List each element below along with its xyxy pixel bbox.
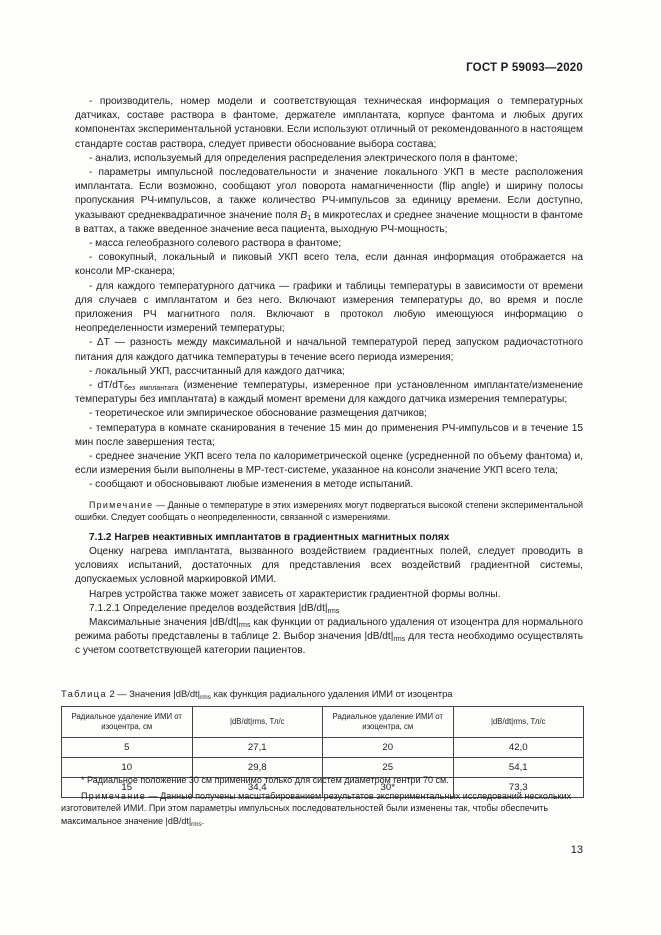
paragraph: - совокупный, локальный и пиковый УКП всего тела, если данная информация отображается на консоли МР-сканера; xyxy=(75,252,583,278)
table-cell: 20 xyxy=(323,738,454,758)
table-footnotes xyxy=(61,774,584,827)
table-row xyxy=(62,738,584,758)
paragraph: - для каждого температурного датчика — графики и таблицы температуры в зависимости от времени для случаев с имплантатом и без него. Включают измерения температуры до, во время и после приложения РЧ магнитного поля. Включают в протокол любую имеющуюся информацию о неопределенности измерений температуры; xyxy=(75,280,583,335)
table-cell: 54,1 xyxy=(453,758,584,778)
paragraph: Нагрев устройства также может зависеть от характеристик градиентной формы волны. xyxy=(89,588,501,600)
table-note: Примечание — Данные получены масштабированием результатов экспериментальных исследований нескольких изготовителей ИМИ. При этом параметры импульсных последовательностей были изменены так, чтобы обеспечить максимальное значение $|dB/dt|_{rms}$. xyxy=(61,791,572,828)
standard-header: ГОСТ Р 59093—2020 xyxy=(466,62,583,74)
table-cell: 5 xyxy=(62,738,193,758)
paragraph: Оценку нагрева имплантата, вызванного воздействием градиентных полей, следует проводить в условиях испытаний, достаточных для представления всех воздействий градиентной системы, допускаемых условной маркировкой ИМИ. xyxy=(75,545,583,586)
table-cell: 30* xyxy=(323,778,454,798)
header-cell: Радиальное удаление ИМИ от изоцентра, см xyxy=(323,707,454,738)
footnote: * Радиальное положение 30 см применимо только для систем диаметром гентри 70 см. xyxy=(81,775,449,785)
table-header-row xyxy=(62,707,584,738)
header-cell: Радиальное удаление ИМИ от изоцентра, см xyxy=(62,707,193,738)
table-caption: Таблица 2 — Значения $|dB/dt|_{rms}$ как функция радиального удаления ИМИ от изоцентра xyxy=(61,688,453,701)
paragraph: - сообщают и обосновывают любые изменения в методе испытаний. xyxy=(89,479,414,491)
table-cell: 73,3 xyxy=(453,778,584,798)
table-cell: 42,0 xyxy=(453,738,584,758)
paragraph: - ΔT — разность между максимальной и начальной температурой перед запуском радиочастотного питания для каждого датчика температуры в течение всего периода измерения; xyxy=(75,337,583,363)
header-cell: |dB/dt|rms, Тл/с xyxy=(192,707,323,738)
subsection-heading: 7.1.2.1 Определение пределов воздействия $|dB/dt|_{rms}$ xyxy=(89,602,340,615)
paragraph: - производитель, номер модели и соответствующая техническая информация о температурных датчиках, составе раствора в фантоме, держателе имплантата, корпусе фантома и любых других компонентах экспериментальной установки. Если используют отличный от рекомендованного в настоящем стандарте состав раствора, следует привести обоснование выбора состава; xyxy=(75,96,583,150)
paragraph: - температура в комнате сканирования в течение 15 мин до применения РЧ-импульсов и в течение 15 мин после завершения теста; xyxy=(75,422,583,448)
table-cell: 15 xyxy=(62,778,193,798)
paragraph: - анализ, используемый для определения распределения электрического поля в фантоме; xyxy=(89,152,518,164)
main-text xyxy=(75,95,583,659)
table-cell: 25 xyxy=(323,758,454,778)
table-cell: 34,4 xyxy=(192,778,323,798)
paragraph: Максимальные значения $|dB/dt|_{rms}$ как функции от радиального удаления от изоцентра для нормального режима работы представлены в таблице 2. Выбор значения $|dB/dt|_{rms}$ для теста необходимо осуществлять с учетом соответствующей категории пациентов. xyxy=(75,616,584,657)
note: Примечание — Данные о температуре в этих измерениях могут подвергаться высокой степени экспериментальной ошибки. Следует сообщать о неопределенности, связанной с измерениями. xyxy=(75,499,583,523)
paragraph: - локальный УКП, рассчитанный для каждого датчика; xyxy=(89,365,345,377)
page-number: 13 xyxy=(570,844,583,856)
paragraph: - масса гелеобразного солевого раствора в фантоме; xyxy=(89,238,342,250)
section-heading: 7.1.2 Нагрев неактивных имплантатов в градиентных магнитных полях xyxy=(89,531,450,543)
table-cell: 27,1 xyxy=(192,738,323,758)
paragraph: - теоретическое или эмпирическое обоснование размещения датчиков; xyxy=(89,408,427,420)
header-cell: |dB/dt|rms, Тл/с xyxy=(453,707,584,738)
table-cell: 29,8 xyxy=(192,758,323,778)
paragraph: - $dT/dT_{без имплантата}$ (изменение температуры, измеренное при установленном имплантате/изменение температуры без имплантата) в каждый момент времени для каждого датчика измерения температуры; xyxy=(75,380,583,406)
table-cell: 10 xyxy=(62,758,193,778)
paragraph: - параметры импульсной последовательности и значение локального УКП в месте расположения имплантата. Если возможно, сообщают угол поворота намагниченности (flip angle) и ширину полосы пропускания РЧ-импульсов, а также количество РЧ-импульсов за единицу времени. Если доступно, указывают среднеквадратичное значение поля $B_1$ в микротеслах и среднее значение мощности в фантоме в ваттах, а также введенное значение веса пациента, выходную РЧ-мощность; xyxy=(75,167,583,235)
paragraph: - среднее значение УКП всего тела по калориметрической оценке (усредненной по объему фантома) и, если измерения были выполнены в МР-тест-системе, указанное на консоли значение УКП всего тела; xyxy=(75,451,583,477)
